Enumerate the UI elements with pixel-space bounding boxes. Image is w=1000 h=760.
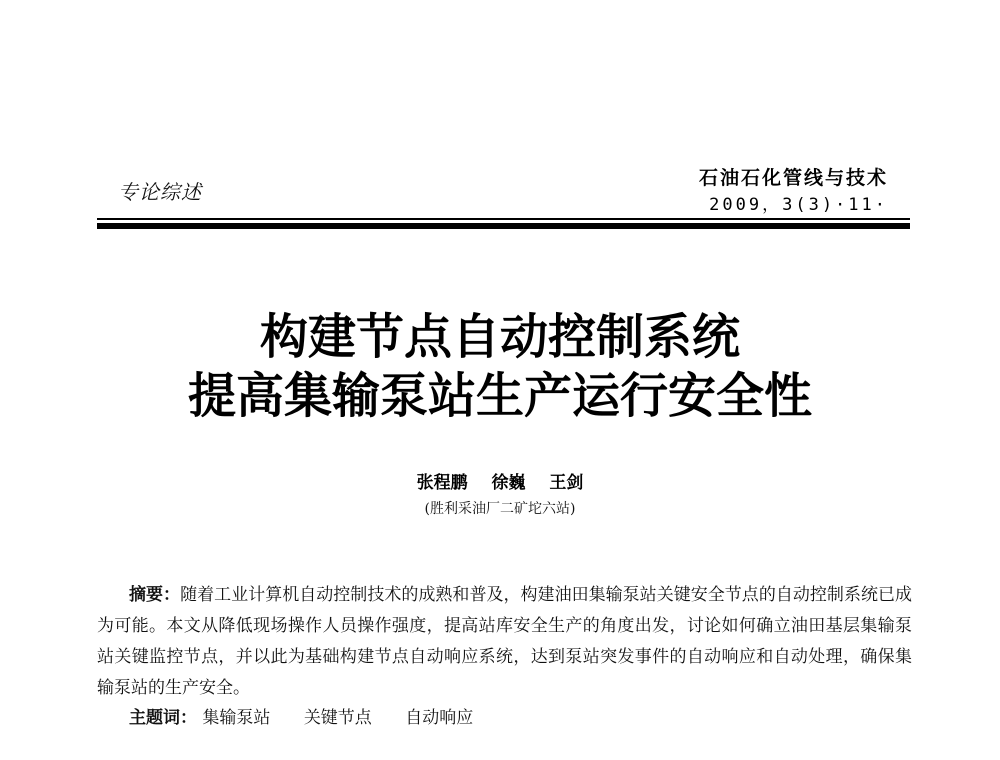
affiliation: (胜利采油厂二矿坨六站) <box>424 501 576 517</box>
abstract-text: 随着工业计算机自动控制技术的成熟和普及，构建油田集输泵站关键安全节点的自动控制系统已成为可能。本文从降低现场操作人员操作强度，提高站库安全生产的角度出发，讨论如何确立油田基层集输泵站关键监控节点，并以此为基础构建节点自动响应系统，达到泵站突发事件的自动响应和自动处理，确保集输泵站的生产安全。 <box>97 585 913 698</box>
header-rule-thick <box>97 223 910 229</box>
header-rule-thin <box>97 218 910 220</box>
abstract-label: 摘要： <box>129 585 181 605</box>
title-line-2: 提高集输泵站生产运行安全性 <box>187 368 812 424</box>
abstract <box>97 580 912 704</box>
keyword-item: 集输泵站 <box>202 708 271 728</box>
keywords <box>129 703 501 728</box>
keywords-label: 主题词： <box>129 708 197 728</box>
journal-name: 石油石化管线与技术 <box>698 167 888 189</box>
author-name: 王剑 <box>549 473 584 493</box>
author-name: 张程鹏 <box>416 473 468 493</box>
journal-issue: 2009，3(3)·11· <box>709 195 888 215</box>
keyword-item: 关键节点 <box>303 708 372 728</box>
author-name: 徐巍 <box>491 473 526 493</box>
title-line-1: 构建节点自动控制系统 <box>259 309 740 365</box>
section-tag: 专论综述 <box>118 180 202 204</box>
keyword-item: 自动响应 <box>405 708 474 728</box>
author-list <box>0 468 1000 493</box>
article-title <box>0 308 1000 426</box>
